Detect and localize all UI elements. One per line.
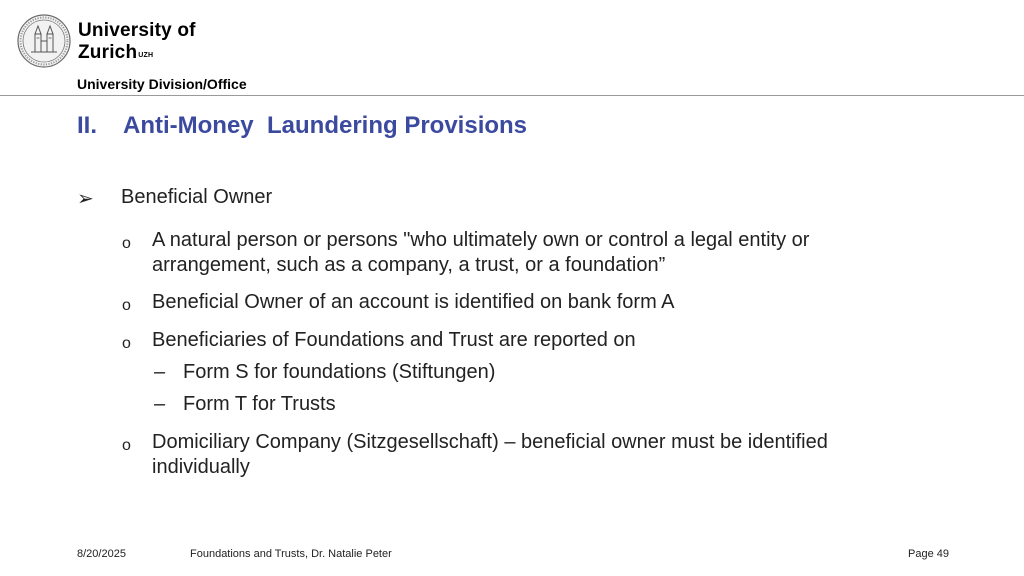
list-item-text: Beneficiaries of Foundations and Trust are reported on	[152, 329, 636, 351]
arrow-bullet-icon: ➢	[77, 188, 94, 210]
sub-list-item-text: Form S for foundations (Stiftungen)	[183, 361, 496, 383]
level1-text: Beneficial Owner	[121, 186, 273, 208]
footer-date: 8/20/2025	[77, 548, 126, 560]
dash-bullet: –	[154, 393, 166, 415]
logo-line1: University of	[78, 20, 196, 41]
logo-sup: UZH	[138, 52, 154, 59]
dash-bullet: –	[154, 361, 166, 383]
footer-page-number: Page 49	[908, 548, 949, 560]
division-label: University Division/Office	[77, 76, 247, 92]
title-number: II.	[77, 112, 98, 139]
circle-bullet: o	[122, 437, 131, 454]
title-text: Anti-Money Laundering Provisions	[123, 112, 528, 139]
list-item-text: Beneficial Owner of an account is identified on bank form A	[152, 291, 675, 313]
list-item-text: A natural person or persons "who ultimately own or control a legal entity or arrangement, such as a company, a trust, or a foundation”	[152, 229, 810, 276]
footer-title: Foundations and Trusts, Dr. Natalie Peter	[190, 548, 392, 560]
list-item-text: Domiciliary Company (Sitzgesellschaft) – beneficial owner must be identified individually	[152, 431, 828, 478]
sub-list-item-text: Form T for Trusts	[183, 393, 336, 415]
logo-line2: Zurich	[78, 42, 138, 63]
circle-bullet: o	[122, 235, 131, 252]
circle-bullet: o	[122, 297, 131, 314]
circle-bullet: o	[122, 335, 131, 352]
